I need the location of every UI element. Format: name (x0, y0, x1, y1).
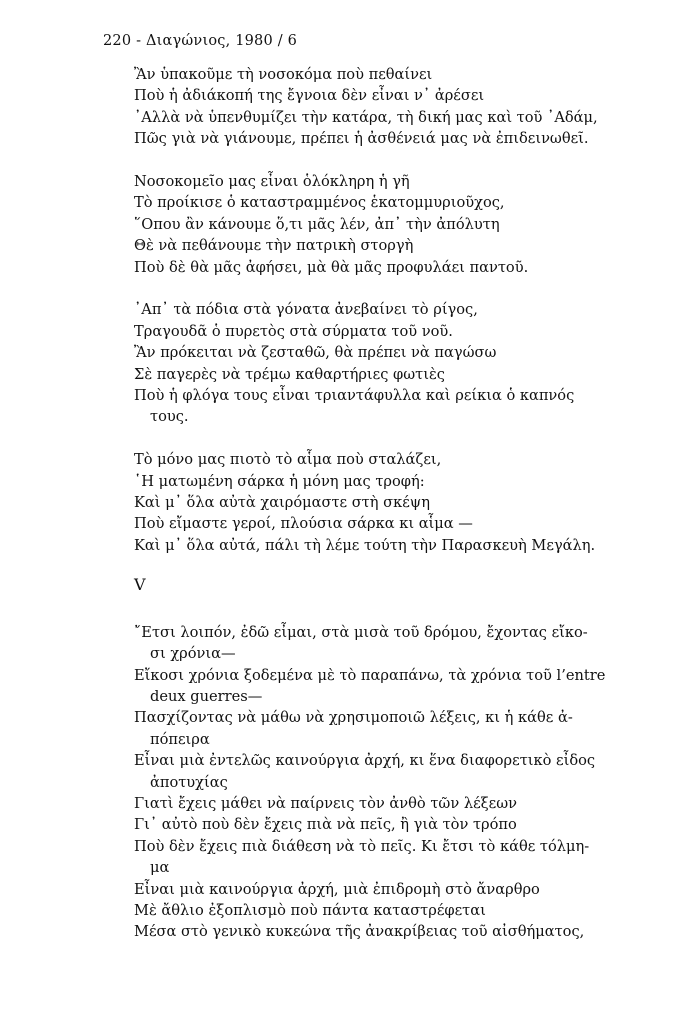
poem-line: Τὸ προίκισε ὁ καταστραμμένος ἑκατομμυριοῦχος, (134, 194, 505, 212)
poem-line: Καὶ μ᾽ ὅλα αὐτά, πάλι τὴ λέμε τούτη τὴν Παρασκευὴ Μεγάλη. (134, 536, 596, 554)
section-break (134, 556, 634, 574)
poem-line: Πῶς γιὰ νὰ γιάνουμε, πρέπει ἡ ἀσθένειά μας νὰ ἐπιδεινωθεῖ. (134, 130, 589, 148)
poem-body (134, 64, 634, 943)
poem-line: Εἶναι μιὰ ἐντελῶς καινούργια ἀρχή, κι ἕνα διαφορετικὸ εἶδος (134, 752, 596, 770)
poem-line: Σὲ παγερὲς νὰ τρέμω καθαρτήριες φωτιὲς (134, 365, 445, 383)
poem-line: Τὸ μόνο μας πιοτὸ τὸ αἷμα ποὺ σταλάζει, (134, 451, 442, 469)
poem-line: ῞Οπου ἂν κάνουμε ὅ,τι μᾶς λέν, ἀπ᾽ τὴν ἀπόλυτη (134, 215, 500, 233)
poem-line: Θὲ νὰ πεθάνουμε τὴν πατρικὴ στοργὴ (134, 237, 414, 255)
poem-line: Τραγουδᾶ ὁ πυρετὸς στὰ σύρματα τοῦ νοῦ. (134, 322, 453, 340)
poem-line: Γιατὶ ἔχεις μάθει νὰ παίρνεις τὸν ἀνθὸ τῶν λέξεων (134, 794, 518, 812)
poem-line: Ποὺ δὲν ἔχεις πιὰ διάθεση νὰ τὸ πεῖς. Κι ἔτσι τὸ κάθε τόλμη- (134, 837, 590, 855)
poem-line: Γι᾽ αὐτὸ ποὺ δὲν ἔχεις πιὰ νὰ πεῖς, ἢ γιὰ τὸν τρόπο (134, 816, 517, 834)
poem-line: Ἂν ὑπακοῦμε τὴ νοσοκόμα ποὺ πεθαίνει (134, 66, 433, 83)
poem-line: ᾽Αλλὰ νὰ ὑπενθυμίζει τὴν κατάρα, τὴ δική μας καὶ τοῦ ᾽Αδάμ, (134, 108, 598, 126)
stanza-2 (134, 171, 634, 278)
stanza-break (134, 428, 634, 449)
stanza-break (134, 278, 634, 299)
section-v-stanza (134, 622, 634, 943)
poem-line: ῾Η ματωμένη σάρκα ἡ μόνη μας τροφή: (134, 472, 425, 490)
section-heading: V (134, 575, 146, 595)
poem-line: Μὲ ἄθλιο ἐξοπλισμὸ ποὺ πάντα καταστρέφεται (134, 901, 486, 919)
poem-line-continuation: τους. (150, 408, 189, 426)
running-head: 220 - Διαγώνιος, 1980 / 6 (103, 33, 298, 49)
poem-line: Μέσα στὸ γενικὸ κυκεώνα τῆς ἀνακρίβειας τοῦ αἰσθήματος, (134, 923, 585, 941)
poem-line-continuation: πόπειρα (150, 730, 210, 748)
poem-line: Ποὺ ἡ ἀδιάκοπή της ἔγνοια δὲν εἶναι ν᾽ ἀρέσει (134, 87, 485, 105)
stanza-4 (134, 449, 634, 556)
poem-line: ᾽Απ᾽ τὰ πόδια στὰ γόνατα ἀνεβαίνει τὸ ρίγος, (134, 301, 478, 319)
poem-line: Ποὺ εἴμαστε γεροί, πλούσια σάρκα κι αἷμα — (134, 515, 473, 533)
poem-line: Πασχίζοντας νὰ μάθω νὰ χρησιμοποιῶ λέξεις, κι ἡ κάθε ἀ- (134, 709, 573, 727)
poem-line: Καὶ μ᾽ ὅλα αὐτὰ χαιρόμαστε στὴ σκέψη (134, 494, 430, 512)
poem-line: Νοσοκομεῖο μας εἶναι ὁλόκληρη ἡ γῆ (134, 173, 410, 191)
poem-line-continuation: μα (150, 859, 170, 877)
poem-line-continuation: deux guerres— (150, 687, 263, 705)
stanza-1 (134, 64, 634, 150)
stanza-break (134, 150, 634, 171)
section-break (134, 596, 634, 622)
poem-line-continuation: ἀποτυχίας (150, 773, 228, 791)
poem-line: Εἴκοσι χρόνια ξοδεμένα μὲ τὸ παραπάνω, τὰ χρόνια τοῦ l’entre (134, 666, 606, 684)
poem-line: Εἶναι μιὰ καινούργια ἀρχή, μιὰ ἐπιδρομὴ στὸ ἄναρθρο (134, 880, 540, 898)
poem-line: Ποὺ ἡ φλόγα τους εἶναι τριαντάφυλλα καὶ ρείκια ὁ καπνός (134, 387, 575, 405)
poem-line-continuation: σι χρόνια— (150, 645, 236, 663)
stanza-3 (134, 299, 634, 427)
poem-line: Ἂν πρόκειται νὰ ζεσταθῶ, θὰ πρέπει νὰ παγώσω (134, 344, 497, 362)
poem-line: ῎Ετσι λοιπόν, ἐδῶ εἶμαι, στὰ μισὰ τοῦ δρόμου, ἔχοντας εἴκο- (134, 623, 588, 641)
poem-line: Ποὺ δὲ θὰ μᾶς ἀφήσει, μὰ θὰ μᾶς προφυλάει παντοῦ. (134, 258, 529, 276)
